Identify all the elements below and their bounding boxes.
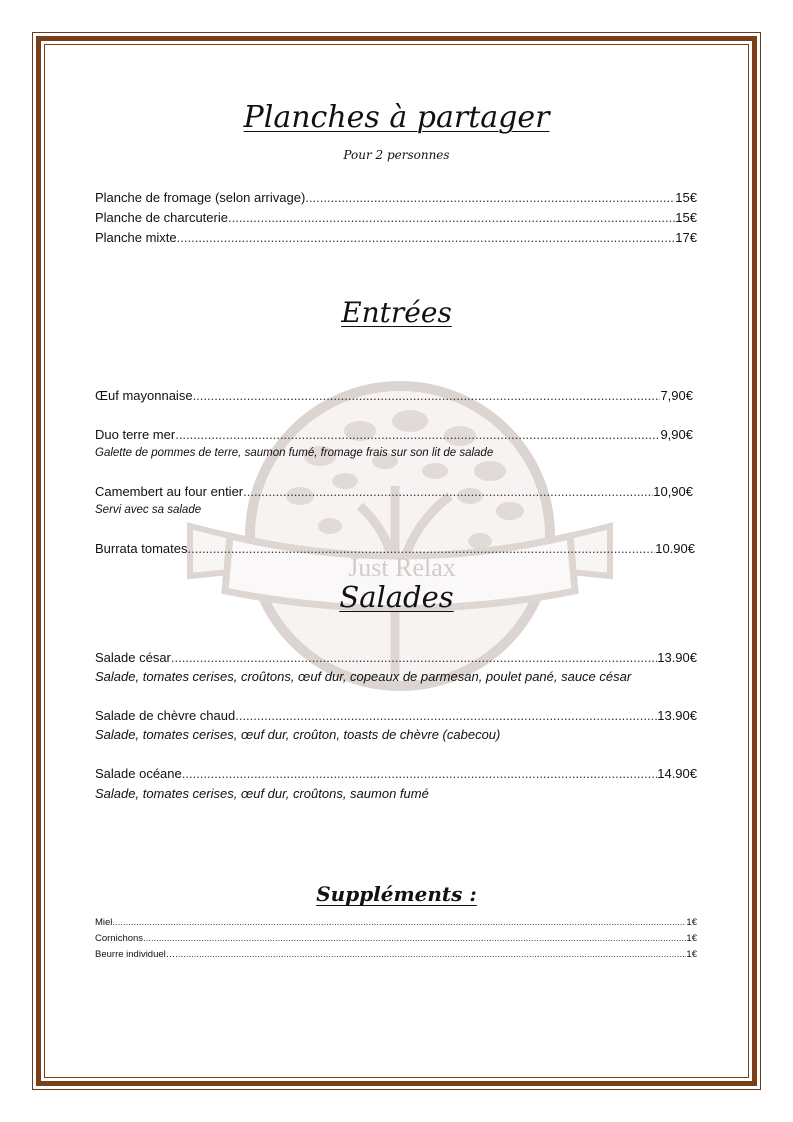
item-price: 10.90€ (655, 541, 695, 556)
item-price: 13.90€ (657, 708, 697, 723)
section-title-supplements: Suppléments : (316, 882, 477, 906)
leader-dots (175, 427, 660, 443)
watermark-text: Just Relax (348, 553, 456, 582)
item-description: Galette de pommes de terre, saumon fumé, fromage frais sur son lit de salade (95, 447, 494, 459)
leader-dots (182, 766, 657, 782)
item-name: Planche mixte (95, 230, 177, 245)
item-name: Planche de charcuterie (95, 210, 228, 225)
menu-item (95, 388, 693, 404)
item-price: 1€ (686, 933, 697, 944)
leader-dots (228, 210, 675, 226)
leader-dots (177, 230, 676, 246)
leader-dots (193, 388, 661, 404)
section-title-entrees: Entrées (341, 296, 452, 329)
item-price: 9,90€ (660, 427, 693, 442)
item-name: Beurre individuel…. (95, 949, 178, 960)
item-name: Burrata tomates (95, 541, 188, 556)
item-name: Camembert au four entier (95, 484, 244, 499)
leader-dots (171, 650, 657, 666)
item-name: Salade césar (95, 650, 171, 665)
item-description: Salade, tomates cerises, croûtons, œuf dur, copeaux de parmesan, poulet pané, sauce césar (95, 669, 632, 684)
leader-dots (305, 190, 675, 206)
item-name: Cornichons (95, 933, 144, 944)
menu-item (95, 230, 697, 246)
leader-dots (188, 541, 656, 557)
item-name: Salade de chèvre chaud (95, 708, 236, 723)
menu-item (95, 933, 697, 945)
item-name: Planche de fromage (selon arrivage) (95, 190, 306, 205)
item-price: 1€ (686, 917, 697, 928)
leader-dots (235, 708, 657, 724)
leader-dots (112, 917, 686, 929)
leader-dots (178, 949, 687, 961)
menu-item (95, 541, 695, 557)
menu-item (95, 917, 697, 929)
leader-dots (143, 933, 686, 945)
item-description: Salade, tomates cerises, œuf dur, croûtons, saumon fumé (95, 786, 429, 801)
menu-item (95, 427, 693, 443)
menu-item (95, 210, 697, 226)
item-price: 7,90€ (660, 388, 693, 403)
menu-item (95, 484, 693, 500)
section-subtitle-planches: Pour 2 personnes (343, 148, 450, 162)
item-price: 15€ (675, 190, 697, 205)
menu-item (95, 949, 697, 961)
item-price: 1€ (686, 949, 697, 960)
item-name: Œuf mayonnaise (95, 388, 193, 403)
menu-item (95, 190, 697, 206)
item-description: Salade, tomates cerises, œuf dur, croûton, toasts de chèvre (cabecou) (95, 727, 501, 742)
item-description: Servi avec sa salade (95, 504, 202, 516)
item-name: Salade océane (95, 766, 182, 781)
menu-item (95, 766, 697, 782)
item-price: 13.90€ (657, 650, 697, 665)
item-price: 14.90€ (657, 766, 697, 781)
menu-item (95, 708, 697, 724)
item-price: 17€ (675, 230, 697, 245)
section-title-planches: Planches à partager (243, 100, 550, 135)
item-price: 10,90€ (653, 484, 693, 499)
menu-item (95, 650, 697, 666)
section-title-salades: Salades (339, 580, 454, 614)
item-name: Miel (95, 917, 113, 928)
tree-logo-icon (170, 376, 630, 696)
item-name: Duo terre mer (95, 427, 176, 442)
item-price: 15€ (675, 210, 697, 225)
leader-dots (243, 484, 653, 500)
